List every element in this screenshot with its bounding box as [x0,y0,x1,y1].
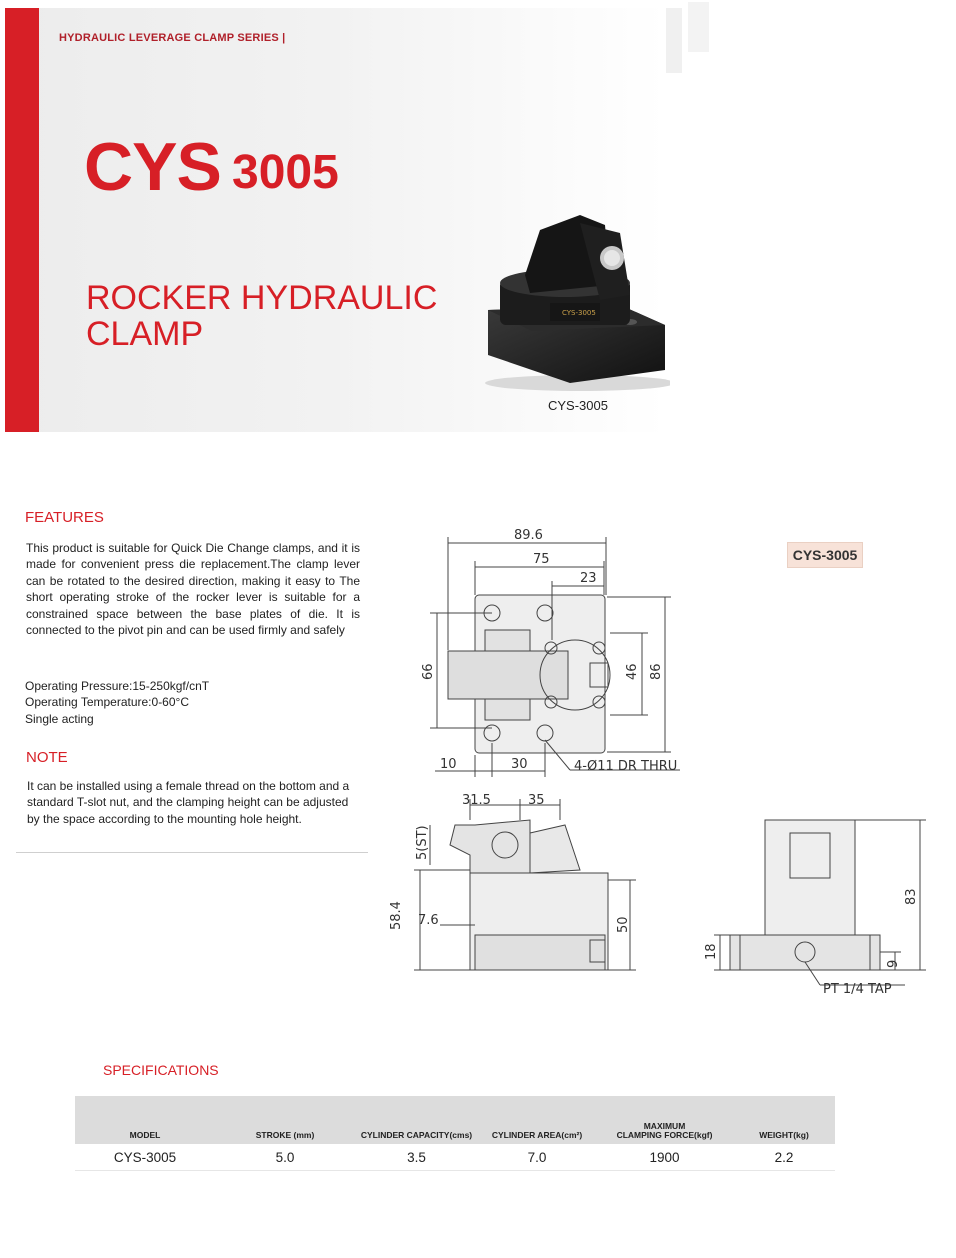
dim-35: 35 [528,793,545,808]
dim-tap: PT 1/4 TAP [823,982,892,997]
dim-30: 30 [511,757,528,772]
note-title: NOTE [26,749,68,766]
dim-58-4: 58.4 [389,901,404,930]
model-number: 3005 [232,146,339,199]
technical-drawing [380,515,950,1005]
features-text: This product is suitable for Quick Die Change clamps, and it is made for convenient press die replacement.The clamp lever can be rotated to the desired direction, making it easy to The short operating stroke of the rocker lever is suitable for a constrained space between the base plates of die. It is connected to the pivot pin and can be used firmly and safely [26,541,360,638]
product-photo [470,205,670,395]
operating-temperature: Operating Temperature:0-60°C [25,695,189,710]
cell-stroke: 5.0 [215,1144,355,1171]
header-weight: WEIGHT(kg) [733,1096,835,1144]
dim-86: 86 [649,663,664,680]
dim-50: 50 [616,916,631,933]
product-title: ROCKER HYDRAULIC CLAMP [86,279,438,353]
dim-66: 66 [421,663,436,680]
header-model: MODEL [75,1096,215,1144]
cell-area: 7.0 [478,1144,596,1171]
series-label: HYDRAULIC LEVERAGE CLAMP SERIES | [59,32,286,44]
header-force [596,1096,733,1144]
specifications-table [75,1096,835,1171]
cell-force: 1900 [596,1144,733,1171]
operating-info [25,678,355,727]
dim-89-6: 89.6 [514,528,543,543]
photo-label: CYS-3005 [562,309,596,317]
header-force-line2: CLAMPING FORCE(kgf) [616,1130,713,1140]
banner-red-stripe [5,8,39,432]
dim-holes: 4-Ø11 DR THRU [574,759,678,774]
model-badge: CYS-3005 [787,542,863,568]
dim-83: 83 [904,888,919,905]
dim-10: 10 [440,757,457,772]
note-text: It can be installed using a female thread on the bottom and a standard T-slot nut, and the clamping height can be adjusted by the space according to the mounting hole height. [27,779,350,826]
operating-pressure: Operating Pressure:15-250kgf/cnT [25,679,210,693]
dim-75: 75 [533,552,550,567]
photo-caption: CYS-3005 [548,398,608,413]
section-divider [16,852,368,853]
dim-31-5: 31.5 [462,793,491,808]
model-prefix: CYS [84,129,221,205]
cell-model: CYS-3005 [75,1144,215,1171]
dim-46: 46 [625,663,640,680]
acting-type: Single acting [25,711,94,726]
cell-capacity: 3.5 [355,1144,478,1171]
dim-18: 18 [704,943,719,960]
cell-weight: 2.2 [733,1144,835,1171]
header-capacity: CYLINDER CAPACITY(cms) [355,1096,478,1144]
header-stroke: STROKE (mm) [215,1096,355,1144]
dim-9: 9 [886,959,901,968]
header-force-line1: MAXIMUM [643,1121,686,1131]
table-row [75,1144,835,1171]
spec-header-row [75,1096,835,1144]
banner-corner-block-2 [688,2,709,52]
header-area: CYLINDER AREA(cm²) [478,1096,596,1144]
dim-23: 23 [580,571,597,586]
features-title: FEATURES [25,509,104,526]
dim-7-6: 7.6 [418,913,439,928]
dim-5st: 5(ST) [415,825,430,860]
banner-corner-block [666,8,682,73]
specifications-title: SPECIFICATIONS [103,1062,219,1078]
